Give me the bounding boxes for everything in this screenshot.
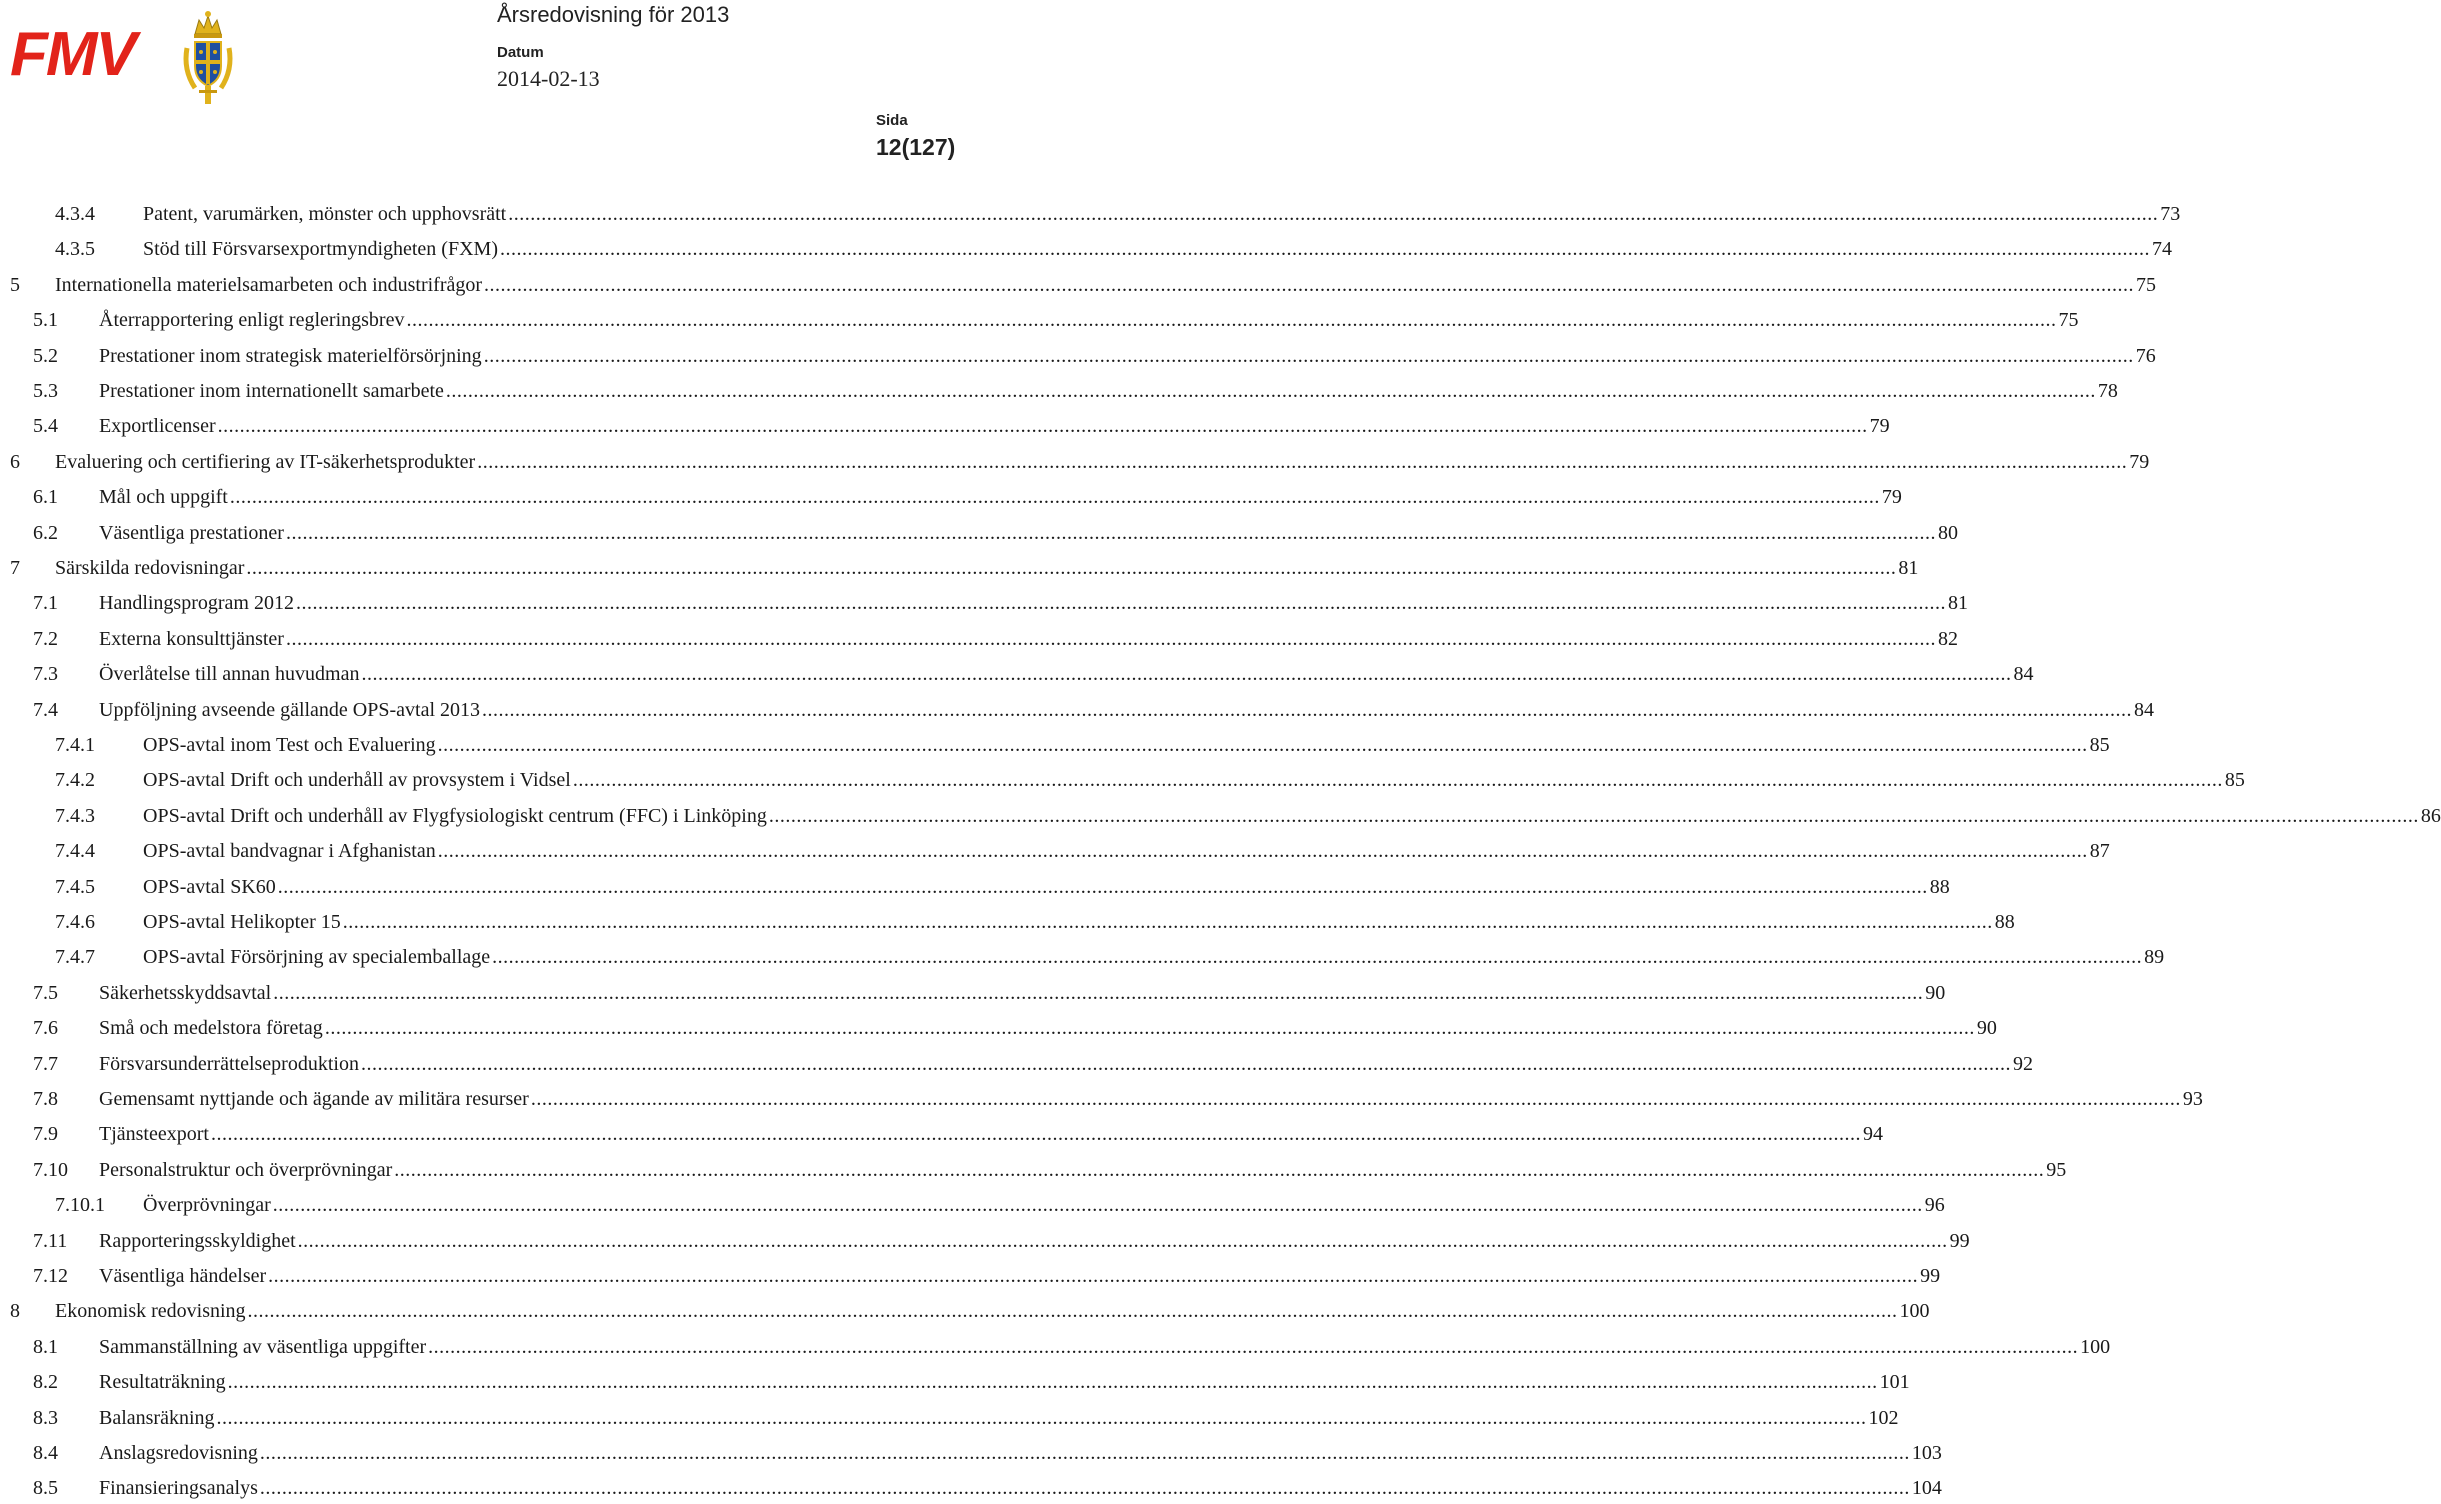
dot-leader: ............................................................................................................................................................................................................................................................................................................ bbox=[484, 273, 2135, 296]
toc-entry-number: 8.1 bbox=[33, 1335, 58, 1358]
dot-leader: ............................................................................................................................................................................................................................................................................................................ bbox=[259, 1477, 1910, 1500]
toc-entry-page: 94 bbox=[1862, 1123, 1883, 1146]
toc-entry-title: Internationella materielsamarbeten och industrifrågor bbox=[55, 273, 483, 296]
toc-entry-page: 81 bbox=[1898, 557, 1919, 579]
toc-entry-number: 7.6 bbox=[33, 1017, 58, 1040]
toc-entry-number: 7.1 bbox=[33, 592, 58, 615]
toc-entry-number: 7.8 bbox=[33, 1088, 58, 1110]
dot-leader: ............................................................................................................................................................................................................................................................................................................ bbox=[445, 380, 2096, 402]
toc-entry[interactable] bbox=[0, 1116, 1883, 1146]
toc-entry-number: 5 bbox=[10, 273, 20, 296]
date-value: 2014-02-13 bbox=[497, 66, 600, 91]
toc-entry-number: 4.3.5 bbox=[55, 238, 95, 261]
toc-entry-title: Exportlicenser bbox=[99, 415, 216, 438]
dot-leader: ............................................................................................................................................................................................................................................................................................................ bbox=[361, 663, 2012, 686]
report-title: Årsredovisning för 2013 bbox=[497, 2, 730, 27]
toc-entry-page: 87 bbox=[2089, 840, 2110, 863]
toc-entry-title: Personalstruktur och överprövningar bbox=[99, 1158, 393, 1181]
dot-leader: ............................................................................................................................................................................................................................................................................................................ bbox=[272, 1194, 1923, 1217]
toc-entry-number: 7.4 bbox=[33, 698, 58, 721]
toc-entry-number: 5.3 bbox=[33, 380, 58, 402]
dot-leader: ............................................................................................................................................................................................................................................................................................................ bbox=[227, 1371, 1878, 1394]
toc-entry-number: 8.4 bbox=[33, 1442, 58, 1464]
toc-entry[interactable] bbox=[0, 1435, 1942, 1465]
dot-leader: ............................................................................................................................................................................................................................................................................................................ bbox=[295, 592, 1946, 615]
toc-entry-number: 7.5 bbox=[33, 981, 58, 1004]
toc-entry-title: Balansräkning bbox=[99, 1406, 215, 1429]
toc-entry-number: 4.3.4 bbox=[55, 203, 95, 225]
dot-leader: ............................................................................................................................................................................................................................................................................................................ bbox=[247, 1300, 1898, 1323]
toc-entry-page: 75 bbox=[2136, 273, 2157, 296]
toc-entry-title: OPS-avtal Drift och underhåll av Flygfysiologiskt centrum (FFC) i Linköping bbox=[143, 804, 767, 827]
dot-leader: ............................................................................................................................................................................................................................................................................................................ bbox=[508, 203, 2159, 225]
toc-entry[interactable] bbox=[0, 373, 2118, 403]
toc-entry-page: 89 bbox=[2144, 946, 2165, 969]
dot-leader: ............................................................................................................................................................................................................................................................................................................ bbox=[483, 344, 2134, 367]
dot-leader: ............................................................................................................................................................................................................................................................................................................ bbox=[530, 1088, 2181, 1110]
toc-entry-page: 84 bbox=[2013, 663, 2034, 686]
toc-entry[interactable] bbox=[0, 1470, 1942, 1500]
toc-entry-title: Återrapportering enligt regleringsbrev bbox=[99, 309, 405, 332]
toc-entry-title: Väsentliga händelser bbox=[99, 1265, 267, 1287]
dot-leader: ............................................................................................................................................................................................................................................................................................................ bbox=[259, 1442, 1910, 1464]
toc-entry-title: Stöd till Försvarsexportmyndigheten (FXM) bbox=[143, 238, 498, 261]
toc-entry[interactable] bbox=[0, 727, 2110, 757]
toc-entry[interactable] bbox=[0, 444, 2150, 474]
toc-entry-number: 8.5 bbox=[33, 1477, 58, 1500]
toc-entry-number: 8.2 bbox=[33, 1371, 58, 1394]
toc-entry-page: 92 bbox=[2012, 1052, 2033, 1075]
toc-entry-page: 73 bbox=[2160, 203, 2181, 225]
toc-entry[interactable] bbox=[0, 1329, 2111, 1359]
toc-entry-title: OPS-avtal Helikopter 15 bbox=[143, 911, 341, 933]
toc-entry-number: 6 bbox=[10, 450, 20, 473]
toc-entry-page: 86 bbox=[2420, 804, 2441, 827]
dot-leader: ............................................................................................................................................................................................................................................................................................................ bbox=[285, 521, 1936, 544]
toc-entry-page: 99 bbox=[1920, 1265, 1941, 1287]
toc-entry-page: 79 bbox=[1881, 486, 1902, 509]
toc-entry[interactable] bbox=[0, 869, 1950, 899]
dot-leader: ............................................................................................................................................................................................................................................................................................................ bbox=[210, 1123, 1861, 1146]
toc-entry-page: 100 bbox=[2080, 1335, 2111, 1358]
toc-entry-page: 104 bbox=[1911, 1477, 1942, 1500]
dot-leader: ............................................................................................................................................................................................................................................................................................................ bbox=[246, 557, 1897, 579]
toc-entry[interactable] bbox=[0, 1081, 2203, 1111]
toc-entry-title: Resultaträkning bbox=[99, 1371, 226, 1394]
toc-entry-page: 96 bbox=[1924, 1194, 1945, 1217]
fmv-logo-text: FMV bbox=[10, 20, 135, 89]
toc-entry-title: Evaluering och certifiering av IT-säkerhetsprodukter bbox=[55, 450, 476, 473]
dot-leader: ............................................................................................................................................................................................................................................................................................................ bbox=[394, 1158, 2045, 1181]
toc-entry-title: Överprövningar bbox=[143, 1194, 271, 1217]
dot-leader: ............................................................................................................................................................................................................................................................................................................ bbox=[428, 1335, 2079, 1358]
toc-entry-page: 95 bbox=[2046, 1158, 2067, 1181]
dot-leader: ............................................................................................................................................................................................................................................................................................................ bbox=[360, 1052, 2011, 1075]
page-number: 12(127) bbox=[876, 134, 956, 160]
toc-entry-page: 80 bbox=[1937, 521, 1958, 544]
toc-entry[interactable] bbox=[0, 1187, 1945, 1217]
dot-leader: ............................................................................................................................................................................................................................................................................................................ bbox=[437, 734, 2088, 756]
toc-entry-page: 82 bbox=[1937, 627, 1958, 650]
dot-leader: ............................................................................................................................................................................................................................................................................................................ bbox=[499, 238, 2150, 261]
dot-leader: ............................................................................................................................................................................................................................................................................................................ bbox=[229, 486, 1880, 509]
toc-entry-title: Särskilda redovisningar bbox=[55, 557, 245, 579]
toc-entry-number: 7.2 bbox=[33, 627, 58, 650]
toc-entry[interactable] bbox=[0, 656, 2034, 686]
toc-entry[interactable] bbox=[0, 833, 2110, 863]
toc-entry-page: 85 bbox=[2224, 769, 2245, 792]
toc-entry-page: 85 bbox=[2089, 734, 2110, 756]
toc-entry[interactable] bbox=[0, 196, 2181, 226]
toc-entry-title: Väsentliga prestationer bbox=[99, 521, 284, 544]
dot-leader: ............................................................................................................................................................................................................................................................................................................ bbox=[768, 804, 2419, 827]
toc-entry[interactable] bbox=[0, 302, 2079, 332]
dot-leader: ............................................................................................................................................................................................................................................................................................................ bbox=[492, 946, 2143, 969]
toc-entry-title: Försvarsunderrättelseproduktion bbox=[99, 1052, 359, 1075]
toc-entry[interactable] bbox=[0, 1258, 1941, 1288]
toc-entry-number: 7 bbox=[10, 557, 20, 579]
dot-leader: ............................................................................................................................................................................................................................................................................................................ bbox=[324, 1017, 1975, 1040]
toc-entry-title: Gemensamt nyttjande och ägande av militära resurser bbox=[99, 1088, 529, 1110]
toc-entry-page: 90 bbox=[1925, 981, 1946, 1004]
toc-entry-number: 6.1 bbox=[33, 486, 58, 509]
toc-entry-number: 7.4.2 bbox=[55, 769, 95, 792]
dot-leader: ............................................................................................................................................................................................................................................................................................................ bbox=[273, 981, 1924, 1004]
toc-entry[interactable] bbox=[0, 231, 2172, 261]
toc-entry-title: Handlingsprogram 2012 bbox=[99, 592, 294, 615]
toc-entry-title: Mål och uppgift bbox=[99, 486, 228, 509]
dot-leader: ............................................................................................................................................................................................................................................................................................................ bbox=[216, 1406, 1867, 1429]
dot-leader: ............................................................................................................................................................................................................................................................................................................ bbox=[285, 627, 1936, 650]
toc-entry-page: 90 bbox=[1976, 1017, 1997, 1040]
toc-entry-number: 7.7 bbox=[33, 1052, 58, 1075]
toc-entry-number: 5.2 bbox=[33, 344, 58, 367]
toc-entry-number: 7.11 bbox=[33, 1229, 68, 1252]
toc-entry-number: 7.10.1 bbox=[55, 1194, 105, 1217]
toc-entry[interactable] bbox=[0, 904, 2015, 934]
toc-entry-number: 7.3 bbox=[33, 663, 58, 686]
toc-entry[interactable] bbox=[0, 939, 2165, 969]
toc-entry-title: OPS-avtal Försörjning av specialemballage bbox=[143, 946, 491, 969]
toc-entry-page: 99 bbox=[1949, 1229, 1970, 1252]
toc-entry-page: 75 bbox=[2058, 309, 2079, 332]
toc-entry[interactable] bbox=[0, 1364, 1910, 1394]
toc-entry-title: Rapporteringsskyldighet bbox=[99, 1229, 296, 1252]
toc-entry-page: 93 bbox=[2182, 1088, 2203, 1110]
toc-entry-title: Säkerhetsskyddsavtal bbox=[99, 981, 272, 1004]
toc-entry[interactable] bbox=[0, 515, 1958, 545]
toc-entry-number: 7.10 bbox=[33, 1158, 68, 1181]
toc-entry[interactable] bbox=[0, 585, 1968, 615]
toc-entry[interactable] bbox=[0, 1400, 1899, 1430]
toc-entry-title: Prestationer inom internationellt samarbete bbox=[99, 380, 444, 402]
dot-leader: ............................................................................................................................................................................................................................................................................................................ bbox=[277, 875, 1928, 898]
toc-entry-number: 8 bbox=[10, 1300, 20, 1323]
toc-entry-title: Tjänsteexport bbox=[99, 1123, 209, 1146]
toc-entry[interactable] bbox=[0, 975, 1946, 1005]
toc-entry-number: 7.4.5 bbox=[55, 875, 95, 898]
toc-entry[interactable] bbox=[0, 1046, 2033, 1076]
toc-entry-title: OPS-avtal bandvagnar i Afghanistan bbox=[143, 840, 436, 863]
toc-entry-page: 79 bbox=[1869, 415, 1890, 438]
toc-entry-title: Överlåtelse till annan huvudman bbox=[99, 663, 360, 686]
dot-leader: ............................................................................................................................................................................................................................................................................................................ bbox=[297, 1229, 1948, 1252]
date-label: Datum bbox=[497, 44, 544, 61]
toc-entry-number: 7.4.1 bbox=[55, 734, 95, 756]
toc-entry[interactable] bbox=[0, 479, 1902, 509]
dot-leader: ............................................................................................................................................................................................................................................................................................................ bbox=[268, 1265, 1919, 1287]
toc-entry-title: Externa konsulttjänster bbox=[99, 627, 284, 650]
toc-entry[interactable] bbox=[0, 338, 2156, 368]
toc-entry[interactable] bbox=[0, 692, 2155, 722]
toc-entry[interactable] bbox=[0, 1152, 2067, 1182]
dot-leader: ............................................................................................................................................................................................................................................................................................................ bbox=[437, 840, 2088, 863]
toc-entry-number: 8.3 bbox=[33, 1406, 58, 1429]
toc-entry[interactable] bbox=[0, 1223, 1970, 1253]
dot-leader: ............................................................................................................................................................................................................................................................................................................ bbox=[477, 450, 2128, 473]
toc-entry-number: 7.4.6 bbox=[55, 911, 95, 933]
toc-entry-number: 7.4.3 bbox=[55, 804, 95, 827]
toc-entry-number: 5.4 bbox=[33, 415, 58, 438]
toc-entry-title: Patent, varumärken, mönster och upphovsrätt bbox=[143, 203, 507, 225]
toc-entry-number: 7.9 bbox=[33, 1123, 58, 1146]
toc-entry-page: 88 bbox=[1929, 875, 1950, 898]
toc-entry[interactable] bbox=[0, 550, 1919, 580]
toc-entry-number: 7.4.7 bbox=[55, 946, 95, 969]
toc-entry-page: 102 bbox=[1868, 1406, 1899, 1429]
toc-entry-page: 84 bbox=[2134, 698, 2155, 721]
toc-entry[interactable] bbox=[0, 408, 1890, 438]
toc-entry-page: 78 bbox=[2097, 380, 2118, 402]
toc-entry[interactable] bbox=[0, 621, 1958, 651]
crown-crest-icon bbox=[173, 8, 243, 108]
toc-entry-title: Anslagsredovisning bbox=[99, 1442, 258, 1464]
toc-entry-number: 6.2 bbox=[33, 521, 58, 544]
toc-entry[interactable] bbox=[0, 762, 2245, 792]
toc-entry-page: 76 bbox=[2135, 344, 2156, 367]
dot-leader: ............................................................................................................................................................................................................................................................................................................ bbox=[482, 698, 2133, 721]
toc-entry[interactable] bbox=[0, 1293, 1930, 1323]
fmv-logo bbox=[10, 8, 240, 108]
toc-entry-page: 81 bbox=[1947, 592, 1968, 615]
toc-entry-number: 7.12 bbox=[33, 1265, 68, 1287]
toc-entry-page: 100 bbox=[1899, 1300, 1930, 1323]
toc-entry-title: Små och medelstora företag bbox=[99, 1017, 323, 1040]
toc-entry-number: 5.1 bbox=[33, 309, 58, 332]
dot-leader: ............................................................................................................................................................................................................................................................................................................ bbox=[406, 309, 2057, 332]
toc-entry-title: OPS-avtal inom Test och Evaluering bbox=[143, 734, 436, 756]
toc-entry[interactable] bbox=[0, 798, 2441, 828]
toc-entry-page: 101 bbox=[1879, 1371, 1910, 1394]
toc-entry-page: 79 bbox=[2129, 450, 2150, 473]
toc-entry-page: 74 bbox=[2151, 238, 2172, 261]
toc-entry-title: Finansieringsanalys bbox=[99, 1477, 258, 1500]
dot-leader: ............................................................................................................................................................................................................................................................................................................ bbox=[217, 415, 1868, 438]
page-label: Sida bbox=[876, 112, 908, 129]
toc-entry-number: 7.4.4 bbox=[55, 840, 95, 863]
toc-entry-page: 88 bbox=[1994, 911, 2015, 933]
dot-leader: ............................................................................................................................................................................................................................................................................................................ bbox=[572, 769, 2223, 792]
toc-entry-title: Sammanställning av väsentliga uppgifter bbox=[99, 1335, 427, 1358]
dot-leader: ............................................................................................................................................................................................................................................................................................................ bbox=[342, 911, 1993, 933]
toc-entry-title: Uppföljning avseende gällande OPS-avtal 2013 bbox=[99, 698, 481, 721]
toc-entry-title: Ekonomisk redovisning bbox=[55, 1300, 246, 1323]
toc-entry[interactable] bbox=[0, 267, 2157, 297]
toc-entry-title: OPS-avtal SK60 bbox=[143, 875, 276, 898]
toc-entry-page: 103 bbox=[1911, 1442, 1942, 1464]
toc-entry-title: Prestationer inom strategisk materielförsörjning bbox=[99, 344, 482, 367]
toc-entry[interactable] bbox=[0, 1010, 1997, 1040]
toc-entry-title: OPS-avtal Drift och underhåll av provsystem i Vidsel bbox=[143, 769, 571, 792]
